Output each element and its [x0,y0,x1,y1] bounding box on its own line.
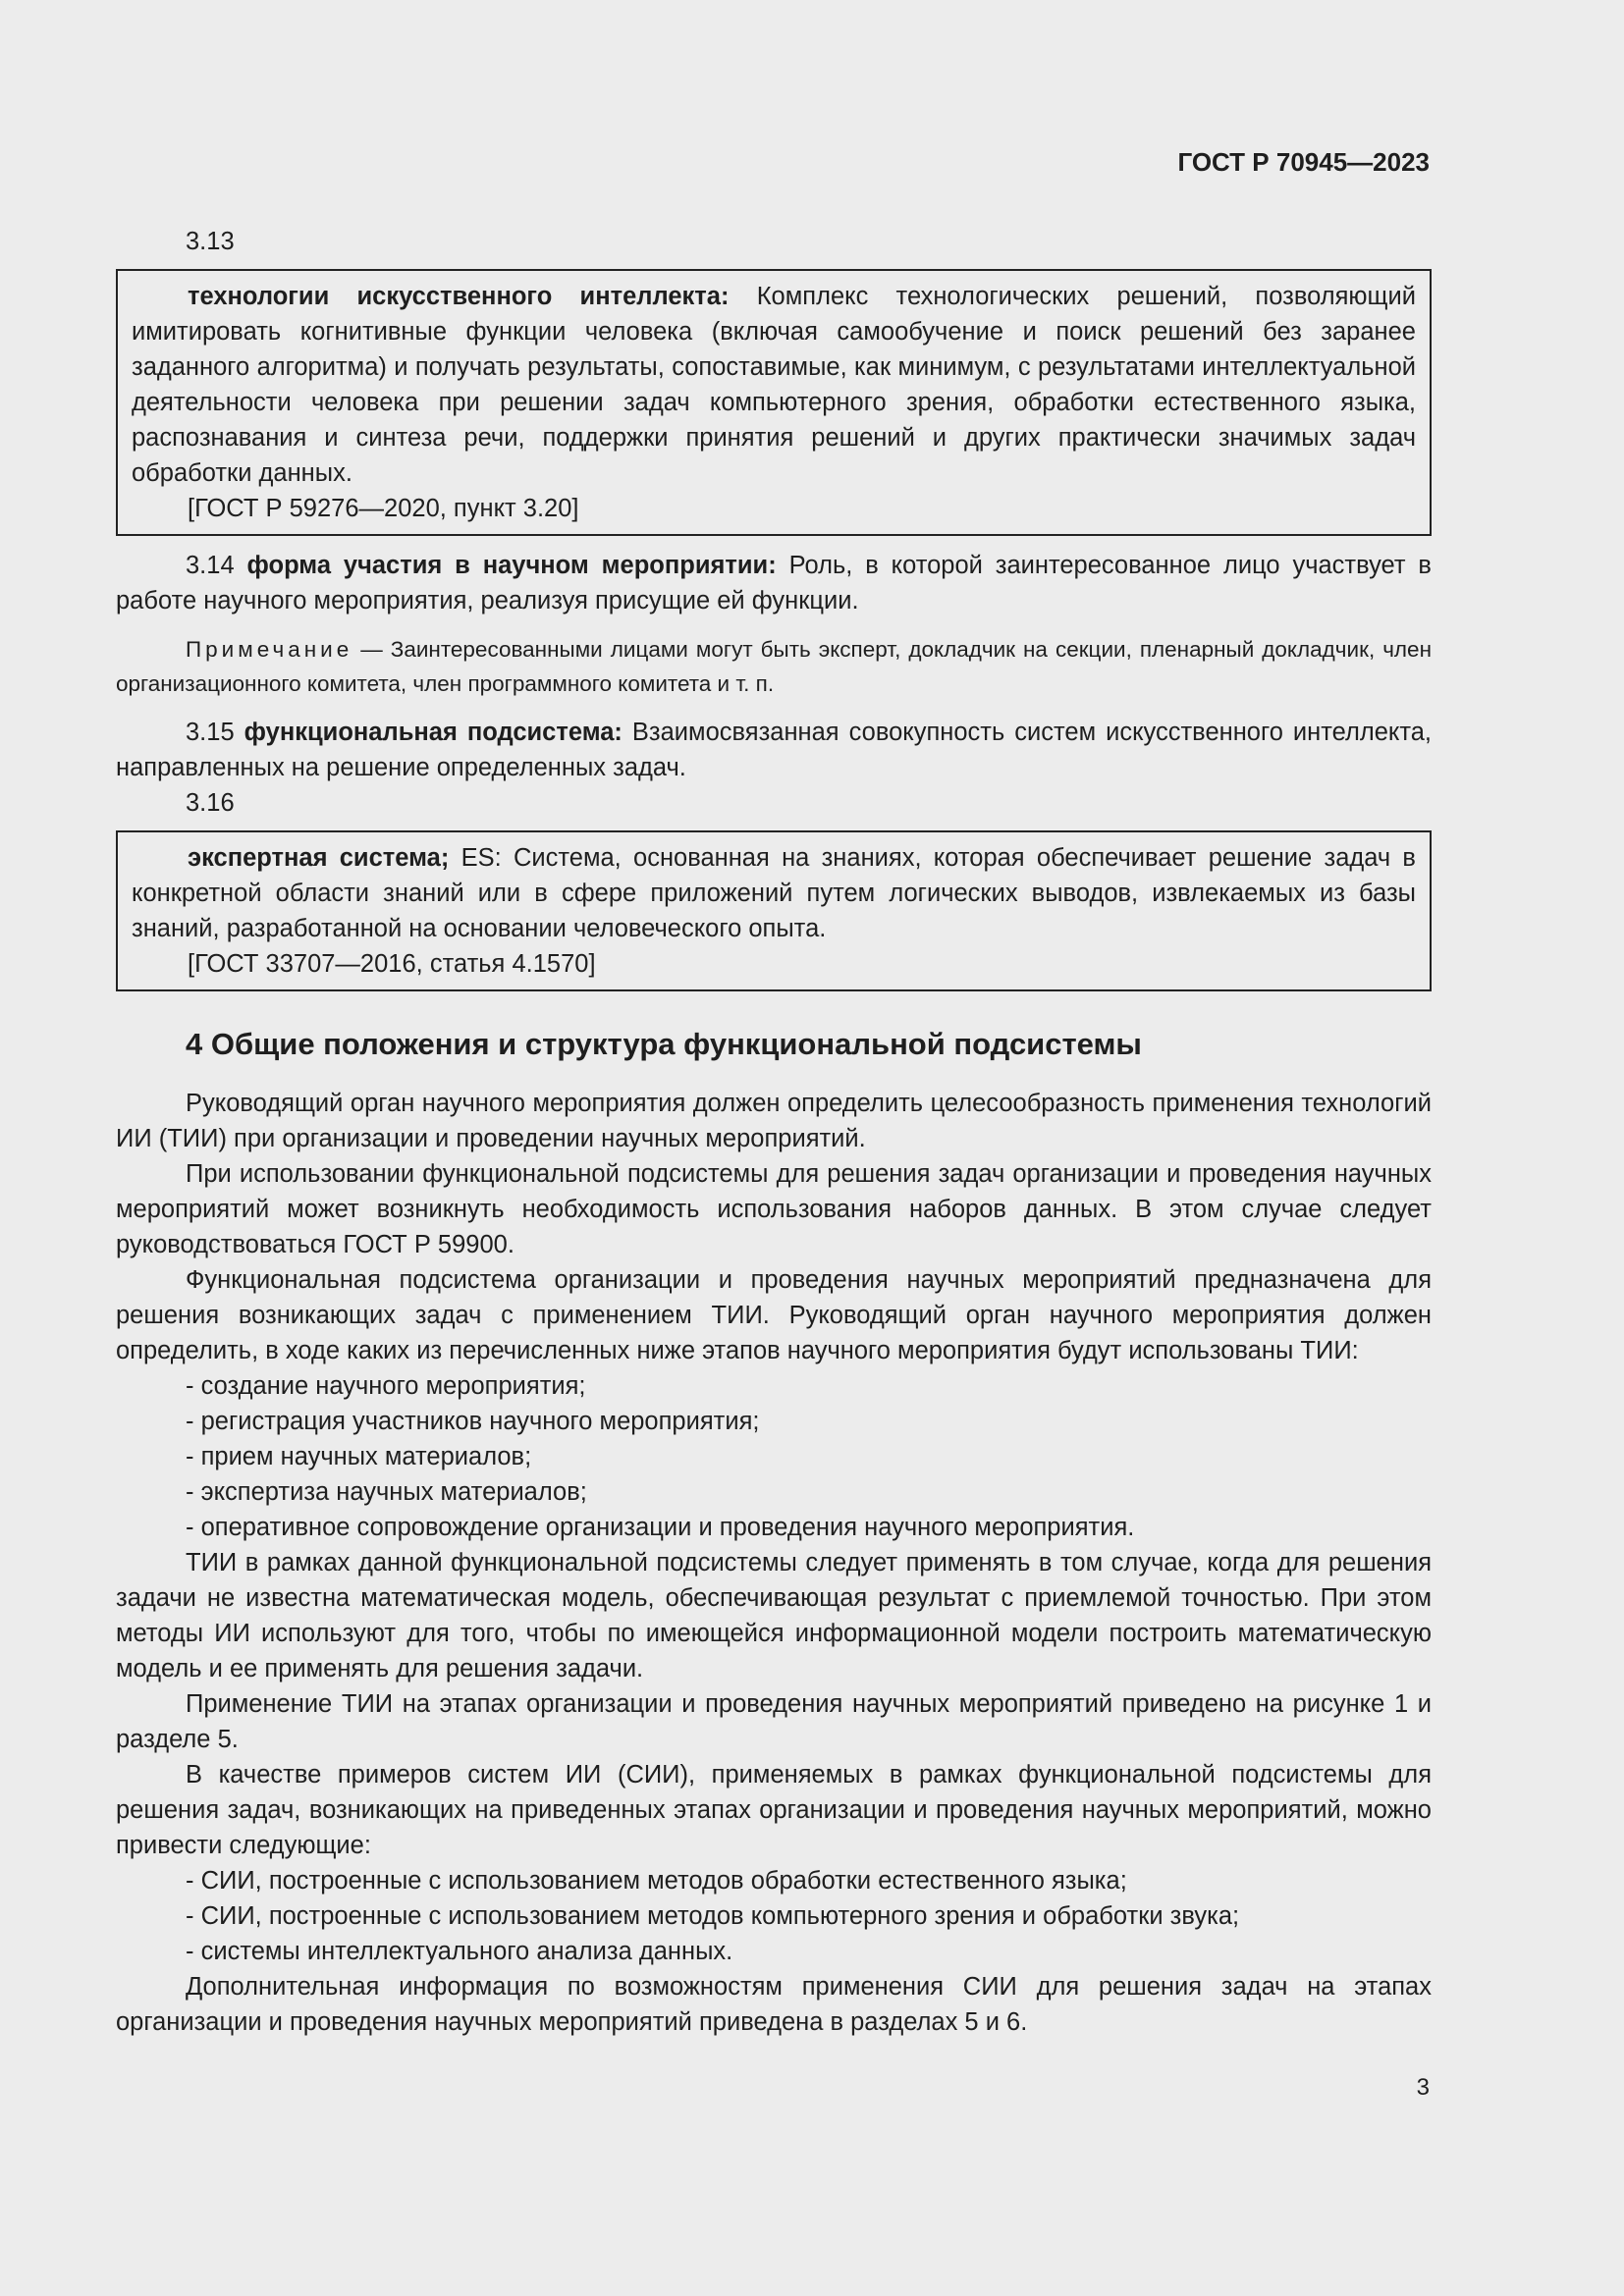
list-item: - оперативное сопровождение организации и проведения научного мероприятия. [186,1514,1135,1541]
note-3-14 [116,632,1432,701]
document-body [116,224,1432,2040]
paragraph: При использовании функциональной подсистемы для решения задач организации и проведения научных мероприятий может возникнуть необходимость использования наборов данных. В этом случае следует руководствоваться ГОСТ Р 59900. [116,1160,1432,1258]
term-box-3-13 [116,269,1432,536]
list-item: - СИИ, построенные с использованием методов обработки естественного языка; [186,1867,1127,1895]
note-text: — Заинтересованными лицами могут быть эксперт, докладчик на секции, пленарный докладчик, член организационного комитета, член программного комитета и т. п. [116,637,1432,696]
term-definition-3-14 [116,548,1432,618]
paragraph: Применение ТИИ на этапах организации и проведения научных мероприятий приведено на рисунке 1 и разделе 5. [116,1690,1432,1753]
term-source-3-13: [ГОСТ Р 59276—2020, пункт 3.20] [188,495,579,522]
list-item: - прием научных материалов; [186,1443,532,1470]
document-id-header: ГОСТ Р 70945—2023 [1177,147,1430,177]
term-name: технологии искусственного интеллекта: [188,283,730,310]
note-label: Примечание [186,637,353,662]
term-definition-3-16 [132,840,1416,946]
paragraph: ТИИ в рамках данной функциональной подсистемы следует применять в том случае, когда для решения задачи не известна математическая модель, обеспечивающая результат с приемлемой точностью. При этом методы ИИ используют для того, чтобы по имеющейся информационной модели построить математическую модель и ее применять для решения задачи. [116,1549,1432,1682]
stages-list [116,1368,1432,1545]
examples-list [116,1863,1432,1969]
term-text: Комплекс технологических решений, позволяющий имитировать когнитивные функции человека (включая самообучение и поиск решений без заранее заданного алгоритма) и получать результаты, сопоставимые, как минимум, с результатами интеллектуальной деятельности человека при решении задач компьютерного зрения, обработки естественного языка, распознавания и синтеза речи, поддержки принятия решений и других практически значимых задач обработки данных. [132,283,1416,487]
term-name: экспертная система; [188,844,450,872]
term-number-3-13: 3.13 [186,228,235,255]
list-item: - регистрация участников научного мероприятия; [186,1408,760,1435]
term-number: 3.15 [186,719,235,746]
term-definition-3-15 [116,715,1432,785]
term-name: форма участия в научном мероприятии: [246,552,777,579]
paragraph: В качестве примеров систем ИИ (СИИ), применяемых в рамках функциональной подсистемы для решения задач, возникающих на приведенных этапах организации и проведения научных мероприятий, можно привести следующие: [116,1761,1432,1859]
list-item: - системы интеллектуального анализа данных. [186,1938,733,1965]
term-number: 3.14 [186,552,235,579]
list-item: - экспертиза научных материалов; [186,1478,587,1506]
section-heading: 4 Общие положения и структура функциональной подсистемы [186,1027,1142,1061]
term-text: Роль, в которой заинтересованное лицо участвует в работе научного мероприятия, реализуя присущие ей функции. [116,552,1432,614]
paragraph: Функциональная подсистема организации и проведения научных мероприятий предназначена для решения возникающих задач с применением ТИИ. Руководящий орган научного мероприятия должен определить, в ходе каких из перечисленных ниже этапов научного мероприятия будут использованы ТИИ: [116,1266,1432,1364]
term-text: ES: Система, основанная на знаниях, которая обеспечивает решение задач в конкретной области знаний или в сфере приложений путем логических выводов, извлекаемых из базы знаний, разработанной на основании человеческого опыта. [132,844,1416,942]
list-item: - создание научного мероприятия; [186,1372,586,1400]
paragraph: Дополнительная информация по возможностям применения СИИ для решения задач на этапах организации и проведения научных мероприятий приведена в разделах 5 и 6. [116,1973,1432,2036]
term-box-3-16 [116,830,1432,991]
term-number-3-16: 3.16 [186,789,235,817]
term-text: Взаимосвязанная совокупность систем искусственного интеллекта, направленных на решение определенных задач. [116,719,1432,781]
list-item: - СИИ, построенные с использованием методов компьютерного зрения и обработки звука; [186,1902,1240,1930]
page-number: 3 [1416,2074,1430,2101]
term-definition-3-13 [132,279,1416,491]
term-name: функциональная подсистема: [244,719,623,746]
paragraph: Руководящий орган научного мероприятия должен определить целесообразность применения технологий ИИ (ТИИ) при организации и проведении научных мероприятий. [116,1090,1432,1152]
term-source-3-16: [ГОСТ 33707—2016, статья 4.1570] [188,950,596,978]
